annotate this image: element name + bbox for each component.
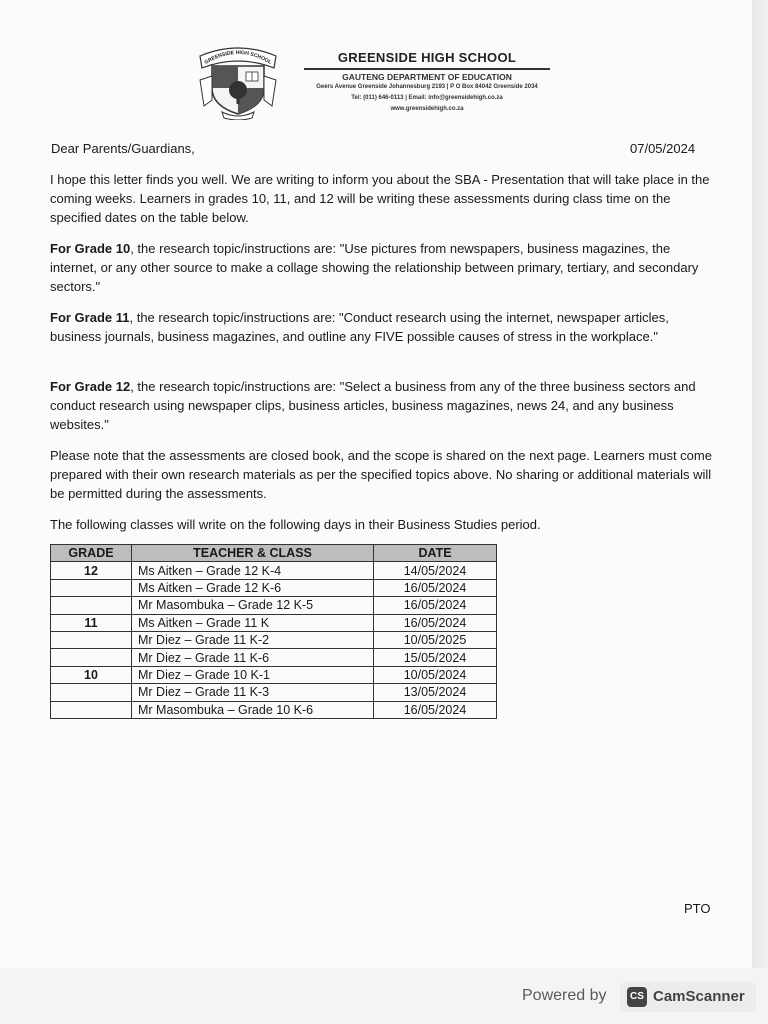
letter-date: 07/05/2024 — [630, 141, 696, 156]
teacher-class-cell: Ms Aitken – Grade 11 K — [132, 614, 374, 631]
department-name: GAUTENG DEPARTMENT OF EDUCATION — [342, 72, 512, 82]
salutation: Dear Parents/Guardians, — [51, 141, 195, 156]
grade-cell — [51, 701, 132, 718]
table-row — [51, 579, 497, 596]
table-header-row — [51, 545, 497, 562]
grade10-lead: For Grade 10 — [50, 241, 131, 256]
grade12-text: , the research topic/instructions are: "Select a business from any of the three business sectors and conduct research using newspaper clips, business articles, business magazines, news 24, and any business websites." — [50, 379, 696, 432]
date-cell: 13/05/2024 — [374, 684, 497, 701]
teacher-class-cell: Mr Diez – Grade 10 K-1 — [132, 666, 374, 683]
teacher-class-cell: Mr Diez – Grade 11 K-2 — [132, 631, 374, 648]
grade-cell — [51, 631, 132, 648]
teacher-class-cell: Mr Masombuka – Grade 10 K-6 — [132, 701, 374, 718]
assessment-schedule-table — [50, 544, 497, 719]
grade-cell: 12 — [51, 562, 132, 579]
table-row — [51, 649, 497, 666]
camscanner-brand: CamScanner — [653, 988, 745, 1005]
grade-cell — [51, 597, 132, 614]
school-address: Geers Avenue Greenside Johannesburg 2193 | P O Box 84042 Greenside 2034 — [316, 84, 538, 90]
table-row — [51, 631, 497, 648]
grade10-text: , the research topic/instructions are: "Use pictures from newspapers, business magazines, the internet, or any other source to make a collage showing the relationship between primary, tertiary, and secondary sectors." — [50, 241, 699, 294]
intro-paragraph: I hope this letter finds you well. We are writing to inform you about the SBA - Presentation that will take place in the coming weeks. Learners in grades 10, 11, and 12 will be writing these assessments during class time on the specified dates on the table below. — [50, 172, 710, 225]
date-cell: 10/05/2024 — [374, 666, 497, 683]
table-intro: The following classes will write on the following days in their Business Studies period. — [50, 517, 541, 532]
teacher-class-cell: Ms Aitken – Grade 12 K-4 — [132, 562, 374, 579]
teacher-class-cell: Mr Diez – Grade 11 K-3 — [132, 684, 374, 701]
logo-banner-text: GREENSIDE HIGH SCHOOL — [203, 49, 273, 66]
school-contact: Tel: (011) 646-0113 | Email: info@greensidehigh.co.za — [351, 95, 503, 101]
table-row — [51, 597, 497, 614]
table-row — [51, 614, 497, 631]
grade12-lead: For Grade 12 — [50, 379, 131, 394]
date-cell: 14/05/2024 — [374, 562, 497, 579]
table-row — [51, 666, 497, 683]
letterhead — [290, 50, 564, 115]
grade12-paragraph — [50, 377, 712, 434]
school-name: GREENSIDE HIGH SCHOOL — [337, 50, 517, 65]
grade-cell — [51, 649, 132, 666]
table-row — [51, 562, 497, 579]
powered-by-label: Powered by — [522, 987, 607, 1004]
scan-edge-shadow — [752, 0, 768, 968]
date-cell: 15/05/2024 — [374, 649, 497, 666]
grade-cell — [51, 579, 132, 596]
date-cell: 16/05/2024 — [374, 597, 497, 614]
grade11-paragraph — [50, 308, 712, 346]
grade-cell — [51, 684, 132, 701]
date-cell: 16/05/2024 — [374, 614, 497, 631]
teacher-class-cell: Mr Masombuka – Grade 12 K-5 — [132, 597, 374, 614]
table-row — [51, 684, 497, 701]
school-crest-icon — [196, 42, 280, 120]
camscanner-logo-icon: CS — [627, 987, 647, 1007]
header-teacher-class: TEACHER & CLASS — [132, 545, 374, 562]
teacher-class-cell: Ms Aitken – Grade 12 K-6 — [132, 579, 374, 596]
date-cell: 10/05/2025 — [374, 631, 497, 648]
grade11-text: , the research topic/instructions are: "Conduct research using the internet, newspaper articles, business journals, business magazines, and outline any FIVE possible causes of stress in the workplace." — [50, 310, 669, 344]
school-website: www.greensidehigh.co.za — [390, 106, 464, 112]
header-grade: GRADE — [51, 545, 132, 562]
letterhead-rule — [304, 68, 550, 70]
header-date: DATE — [374, 545, 497, 562]
grade-cell: 10 — [51, 666, 132, 683]
teacher-class-cell: Mr Diez – Grade 11 K-6 — [132, 649, 374, 666]
table-row — [51, 701, 497, 718]
grade-cell: 11 — [51, 614, 132, 631]
note-paragraph: Please note that the assessments are closed book, and the scope is shared on the next page. Learners must come prepared with their own research materials as per the specified topics above. No sharing or additional materials will be permitted during the assessments. — [50, 448, 712, 501]
date-cell: 16/05/2024 — [374, 701, 497, 718]
grade11-lead: For Grade 11 — [50, 310, 130, 325]
pto-label: PTO — [684, 901, 711, 916]
grade10-paragraph — [50, 239, 712, 296]
date-cell: 16/05/2024 — [374, 579, 497, 596]
